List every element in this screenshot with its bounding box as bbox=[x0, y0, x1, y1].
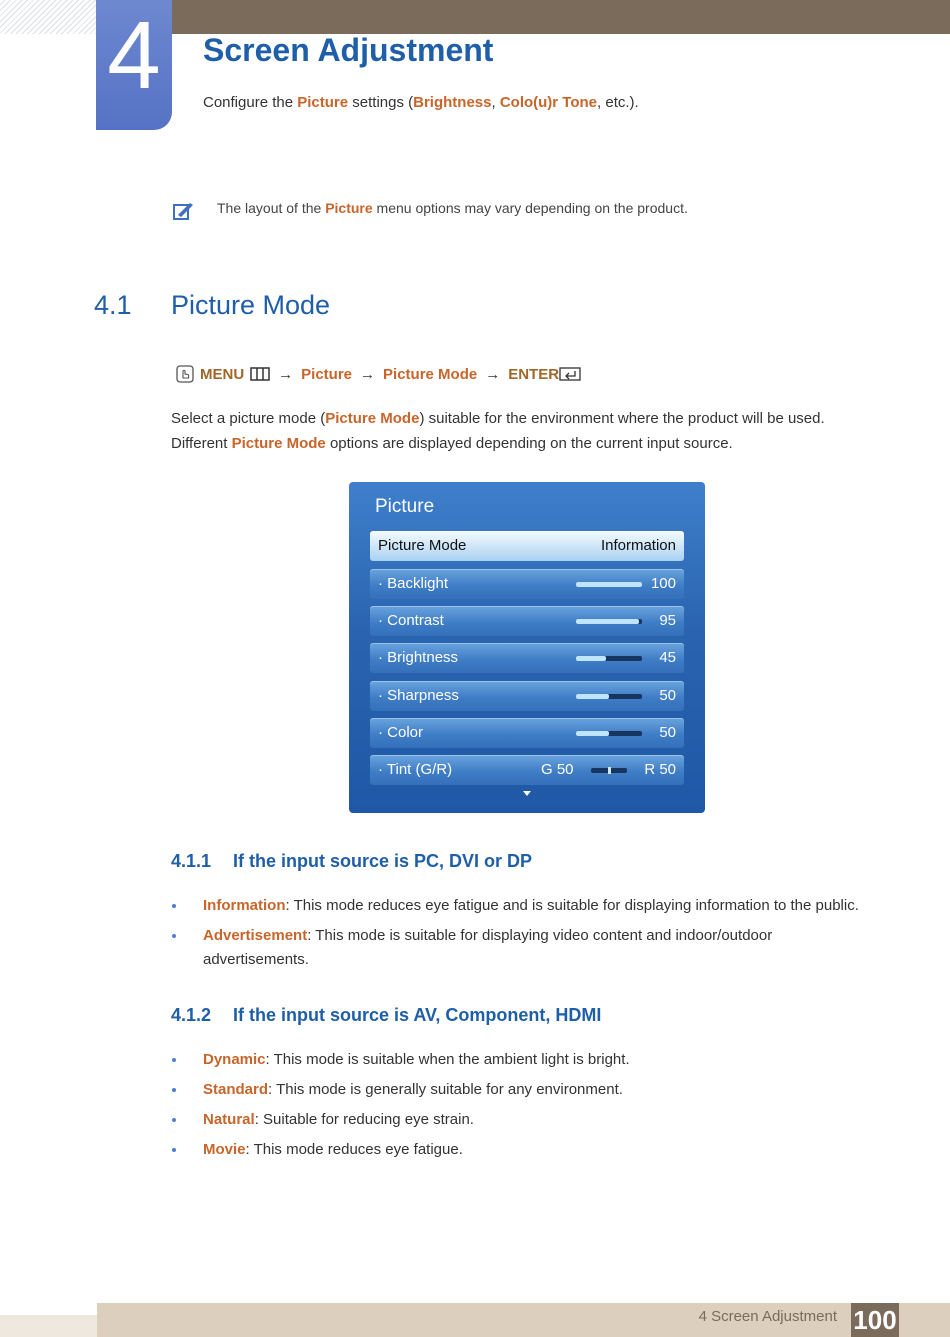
scroll-down-icon[interactable] bbox=[523, 791, 531, 796]
osd-row-sharpness[interactable] bbox=[370, 681, 684, 711]
picture-osd-menu bbox=[349, 482, 705, 813]
header-bar bbox=[96, 0, 950, 34]
osd-row-backlight[interactable] bbox=[370, 569, 684, 599]
subsection-number: 4.1.1 bbox=[171, 851, 212, 871]
osd-row-label: · Backlight bbox=[378, 575, 449, 592]
header-hatch bbox=[0, 0, 96, 34]
footer-chapter-label: 4 Screen Adjustment bbox=[698, 1308, 837, 1325]
list-item: Information: This mode reduces eye fatigue and is suitable for displaying information to the public. bbox=[171, 894, 891, 918]
osd-row-picture-mode[interactable] bbox=[370, 531, 684, 561]
path-arrow: → bbox=[278, 365, 294, 383]
osd-slider-fill bbox=[576, 656, 606, 661]
intro-brightness-term: Brightness bbox=[413, 94, 492, 111]
osd-row-color[interactable] bbox=[370, 718, 684, 748]
osd-row-label: · Tint (G/R) bbox=[378, 761, 453, 778]
osd-row-tint[interactable] bbox=[370, 755, 684, 785]
menu-label: MENU bbox=[200, 365, 245, 383]
osd-slider[interactable] bbox=[576, 731, 642, 736]
osd-row-value: 50 bbox=[659, 687, 676, 704]
mode-term: Natural bbox=[203, 1111, 255, 1128]
osd-row-label: · Brightness bbox=[378, 649, 459, 666]
path-step-picture-mode: Picture Mode bbox=[383, 365, 478, 383]
osd-slider-fill bbox=[576, 619, 639, 624]
subsection-number: 4.1.2 bbox=[171, 1005, 212, 1025]
osd-row-value: 45 bbox=[659, 649, 676, 666]
footer-left-strip bbox=[0, 1315, 97, 1337]
intro-paragraph-1: Select a picture mode (Picture Mode) suitable for the environment where the product will be used. bbox=[171, 410, 825, 427]
osd-row-brightness[interactable] bbox=[370, 643, 684, 673]
osd-row-label: Picture Mode bbox=[378, 537, 467, 554]
osd-slider-fill bbox=[576, 731, 609, 736]
intro-paragraph-2: Different Picture Mode options are displayed depending on the current input source. bbox=[171, 435, 733, 452]
osd-row-contrast[interactable] bbox=[370, 606, 684, 636]
section-title: 4.1 Picture Mode bbox=[94, 290, 331, 320]
osd-row-label: · Color bbox=[378, 724, 424, 741]
bullet-dot bbox=[172, 1058, 176, 1062]
mode-term: Standard bbox=[203, 1081, 269, 1098]
subsection-title-av: 4.1.2 If the input source is AV, Component, HDMI bbox=[171, 1005, 602, 1025]
intro-colour-tone-term: Colo(u)r Tone bbox=[499, 94, 598, 111]
osd-slider[interactable] bbox=[576, 656, 642, 661]
note-text: The layout of the Picture menu options may vary depending on the product. bbox=[217, 200, 688, 216]
osd-row-value: 50 bbox=[659, 724, 676, 741]
subsection-title-pc: 4.1.1 If the input source is PC, DVI or DP bbox=[171, 851, 533, 871]
osd-row-label: · Sharpness bbox=[378, 687, 459, 704]
osd-slider-fill bbox=[576, 582, 642, 587]
chapter-number: 4 bbox=[107, 2, 161, 109]
chapter-title: Screen Adjustment bbox=[203, 32, 494, 68]
mode-term: Dynamic bbox=[203, 1051, 266, 1068]
list-item: Movie: This mode reduces eye fatigue. bbox=[171, 1138, 891, 1162]
bullet-dot bbox=[172, 1118, 176, 1122]
path-arrow: → bbox=[360, 365, 376, 383]
path-arrow: → bbox=[485, 365, 501, 383]
picture-mode-term: Picture Mode bbox=[231, 435, 326, 452]
tint-red-value: R 50 bbox=[644, 761, 676, 778]
tint-slider[interactable] bbox=[591, 768, 627, 773]
remote-hand-icon bbox=[176, 365, 194, 383]
osd-slider[interactable] bbox=[576, 694, 642, 699]
list-item: Natural: Suitable for reducing eye strain. bbox=[171, 1108, 891, 1132]
page-number: 100 bbox=[851, 1303, 899, 1337]
list-item: Standard: This mode is generally suitable for any environment. bbox=[171, 1078, 891, 1102]
osd-slider-fill bbox=[576, 694, 609, 699]
note-icon bbox=[172, 200, 194, 222]
intro-picture-term: Picture bbox=[297, 94, 349, 111]
osd-row-value: 100 bbox=[650, 575, 676, 592]
mode-term: Information bbox=[203, 897, 286, 914]
mode-term: Advertisement bbox=[203, 927, 308, 944]
bullet-dot bbox=[172, 934, 176, 938]
osd-slider[interactable] bbox=[576, 582, 642, 587]
list-item: Advertisement: This mode is suitable for displaying video content and indoor/outdoor advertisements. bbox=[171, 924, 811, 972]
chapter-intro: Configure the Picture settings (Brightness, Colo(u)r Tone, etc.). bbox=[203, 94, 639, 111]
osd-title: Picture bbox=[375, 496, 435, 517]
list-item: Dynamic: This mode is suitable when the ambient light is bright. bbox=[171, 1048, 891, 1072]
osd-row-value: 95 bbox=[659, 612, 676, 629]
menu-grid-icon bbox=[250, 366, 270, 382]
path-step-picture: Picture bbox=[301, 365, 353, 383]
tint-green-value: G 50 bbox=[541, 761, 574, 778]
bullet-dot bbox=[172, 1148, 176, 1152]
osd-row-value: Information bbox=[600, 537, 676, 554]
picture-mode-term: Picture Mode bbox=[325, 410, 420, 427]
osd-slider[interactable] bbox=[576, 619, 642, 624]
enter-label: ENTER bbox=[508, 365, 560, 383]
menu-path bbox=[176, 365, 581, 383]
note-picture-term: Picture bbox=[325, 200, 373, 216]
bullet-dot bbox=[172, 904, 176, 908]
mode-term: Movie bbox=[203, 1141, 246, 1158]
section-number: 4.1 bbox=[94, 290, 132, 320]
bullet-dot bbox=[172, 1088, 176, 1092]
tint-slider-knob bbox=[608, 767, 611, 774]
enter-icon bbox=[559, 366, 581, 382]
osd-row-label: · Contrast bbox=[378, 612, 444, 629]
